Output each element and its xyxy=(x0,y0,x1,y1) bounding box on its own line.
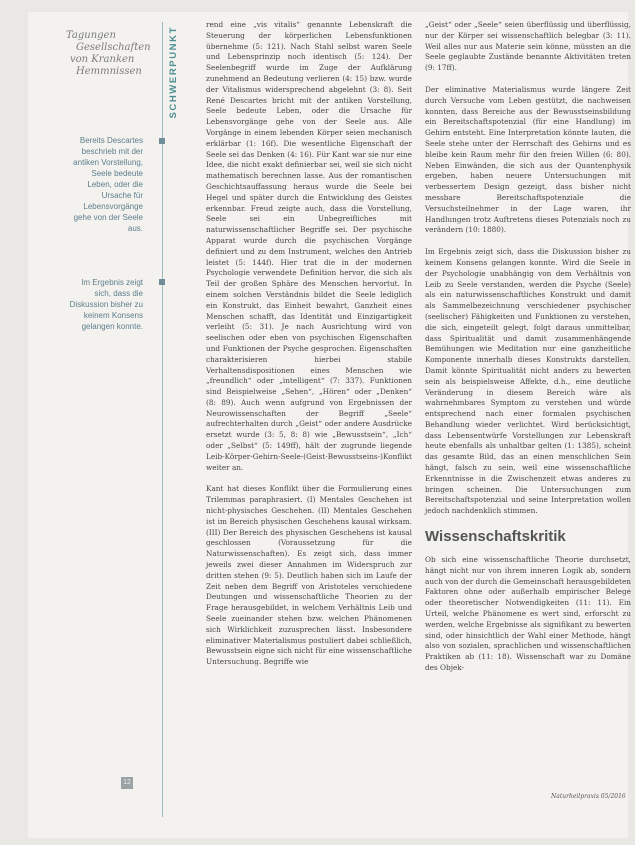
pull-quote-1: Bereits Descartes beschrieb mit der antiken Vorstellung, Seele bedeute Leben, oder die Ursache für Lebensvorgänge gehe von der Seele aus. xyxy=(73,136,143,233)
paragraph: rend eine „vis vitalis“ genannte Lebenskraft die Steuerung der körperlichen Lebensfunktionen übernehme (5: 121). Nach Stahl selbst waren Seele und Lebensprinzip noch identisch (5: 124). Der Seelenbegriff wurde im Zuge der Aufklärung zunehmend an Bedeutung verlieren (4: 15) bzw. wurde der Vitalismus widersprechend abgelehnt (3: 8). Seit René Descartes bricht mit der antiken Vorstellung, Seele bedeute Leben, oder die Ursache für Lebensvorgänge gehe von der Seele aus. Alle Vorgänge in einem lebenden Körper seien mechanisch erklärbar (1: 16f). Die wesentliche Eigenschaft der Seele sei das Denken (4: 16). Für Kant war sie nur eine Idee, die nicht exakt definierbar sei, weil sie sich nicht mathematisch berechnen lasse. Aus der romantischen Geschichtsauffassung heraus wurde die Seele bei Hegel und später durch die Entwicklung des Geistes erkennbar. Freud zeigte auch, dass die Vorstellung, Seele sei ein Unbegreifliches mit naturwissenschaftlicher Begriffe sei. Der psychische Apparat wurde durch die psychischen Vorgänge definiert und zu dem Instrument, welches den Antrieb leistet (5: 144f). Hier trat die in der modernen Psychologie verwendete Definition hervor, die sich als Teil der großen Sphäre des Menschen hervortut. In einem solchen Verständnis bildet die Seele lediglich ein Konstrukt, das Einheit bewahrt, Ganzheit eines Menschen schafft, das Identität und Einzigartigkeit verleiht (5: 31). Je nach Ausrichtung wird von seelischen oder eben von psychischen Eigenschaften und Funktionen der Psyche gesprochen. Eigenschaften charakterisieren hierbei stabile Verhaltensdispositionen eines Menschen wie „freundlich“ oder „intelligent“ (7: 337). Funktionen sind Beispielweise „Sehen“, „Hören“ oder „Denken“ (8: 89). Auch wenn aufgrund von Ergebnissen der Neurowissenschaften der Begriff „Seele“ aufrechterhalten durch „Geist“ oder andere Ausdrücke ersetzt wurde (3: 5, 8: 8) wie „Bewusstsein“, „Ich“ oder „Selbst“ (5: 149ff), hält der zugrunde liegende Leib-Körper-Gehirn-Seele-(Geist-Bewusstseins-)Konflikt weiter an. xyxy=(206,20,412,472)
footer-issue: Naturheilpraxis 05/2016 xyxy=(551,793,626,800)
paragraph: Im Ergebnis zeigt sich, dass die Diskussion bisher zu keinem Konsens gelangen konnte. Wird die Seele in der Psychologie unabhängig von dem Verhältnis von Leib zu Seele verstanden, werden die Psyche (Seele) als ein naturwissenschaftliches Konstrukt und damit als Sammelbezeichnung verschiedener psychischer (seelischer) Fähigkeiten und Funktionen zu verstehen, die sich, eingeteilt gelegt, folgt daraus unmittelbar, dass Spiritualität und damit zusammenhängende Bemühungen wie Meditation nur eine ganzheitliche Komponente innerhalb dieses Konstrukts darstellen. Damit könnte Spiritualität nicht anders zu bewerten sein als beispielsweise Affekte, d.h., eine deutliche Veränderung in diesem Bereich wäre als wahrnehmbares Symptom zu verstehen und würde entsprechend nach einer formalen psychischen Behandlung wieder verlichtet. Wird berücksichtigt, dass Lebensentwürfe Vorstellungen zur Lebenskraft heute ebenfalls als unhaltbar gelten (1: 1385), scheint das gesamte Bild, das an einen menschlichen Sein hängt, falsch zu sein, weil eine wissenschaftliche Erkenntnisse in die Zwischenzeit etwas anderes zu bringen scheinen. Die Untersuchungen zum Bereitschaftspotenzial und seine Interpretation wollen jedoch nachdenklich stimmen. xyxy=(425,247,631,516)
paragraph: Kant hat dieses Konflikt über die Formulierung eines Trilemmas paraphrasiert. (I) Mentales Geschehen ist nicht-physisches Geschehen. (II) Mentales Geschehen ist im Bereich physischen Geschehens kausal wirksam. (III) Der Bereich des physischen Geschehens ist kausal geschlossen (Voraussetzung für die Naturwissenschaften). Es zeigt sich, dass immer jeweils zwei dieser Annahmen im Widerspruch zur dritten stehen (9: 5). Deutlich haben sich im Laufe der Zeit neben dem Begriff von Aristoteles verschiedene Deutungen und wissenschaftliche Theorien zu der Frage herausgebildet, in welchem Verhältnis Leib und Seele zueinander stehen bzw. welchen Phänomenen sich Wirklichkeit zuzusprechen lässt. Insbesondere eliminativer Materialismus postuliert dabei schließlich, Bewusstsein eigne sich nicht für eine wissenschaftliche Untersuchung. Begriffe wie xyxy=(206,484,412,667)
paragraph: Der eliminative Materialismus wurde längere Zeit durch Versuche vom Leben gestützt, die nachweisen konnten, dass Bereiche aus der Bewusstseinsbildung ein Bereitschaftspotenzial (für eine Handlung) im Gehirn entsteht. Eine Interpretation könnte lauten, die Seele stehe unter der Herrschaft des Gehirns und es bleibe kein Raum mehr für den freien Willen (6: 80). Neben Einwänden, die sich aus der Quantenphysik ergeben, haben neuere Untersuchungen mit verbessertem Design gezeigt, dass bisher nicht messbare Bereitschaftspotenziale die Versuchsteilnehmer in der Lage waren, ihr Handlungen trotz Auftretens dieses Potenzials noch zu verändern (10: 1880). xyxy=(425,84,631,235)
pull-quote-2: Im Ergebnis zeigt sich, dass die Diskussion bisher zu keinem Konsens gelangen konnte. xyxy=(69,278,143,331)
section-tag: SCHWERPUNKT xyxy=(168,26,179,119)
pull-quote-marker-2 xyxy=(159,279,165,285)
paragraph: Ob sich eine wissenschaftliche Theorie durchsetzt, hängt nicht nur von ihrem inneren Logik ab, sondern auch von der durch die Gemeinschaft herausgebildeten Faktoren ohne oder außerhalb empirischer Belege oder theoretischer Notwendigkeiten (11: 11). Ein Urteil, welche Phänomene es wert sind, erforscht zu werden, welche Ergebnisse als signifikant zu bewerten sind, oder hinsichtlich der Wahl einer Methode, hängt also von sozialen, sprachlichen und wissenschaftlichen Praktiken ab (11: 18). Wissenschaft war zu Domäne des Objek- xyxy=(425,555,631,673)
brand-line-1: Tagungen xyxy=(66,30,116,41)
paragraph: „Geist“ oder „Seele“ seien überflüssig und überflüssig, nur der Körper sei wissenschaftlich belegbar (3: 11). Weil alles nur aus Materie sein könne, müssten an die Seele geglaubte Zustände benannte Aktivitäten treten (9: 17ff). xyxy=(425,20,631,73)
text-column-1 xyxy=(206,20,412,679)
brand-line-2: Gesellschaften xyxy=(76,42,151,53)
section-heading: Wissenschaftskritik xyxy=(425,528,566,546)
page-number: 12 xyxy=(121,777,133,789)
text-column-2 xyxy=(425,20,631,685)
brand-logo-text xyxy=(66,30,156,78)
pull-quote-marker-1 xyxy=(159,138,165,144)
sidebar xyxy=(66,30,156,78)
brand-line-3: von Kranken xyxy=(70,54,135,65)
brand-line-4: Hemmnissen xyxy=(76,66,142,77)
magazine-page xyxy=(28,12,631,838)
